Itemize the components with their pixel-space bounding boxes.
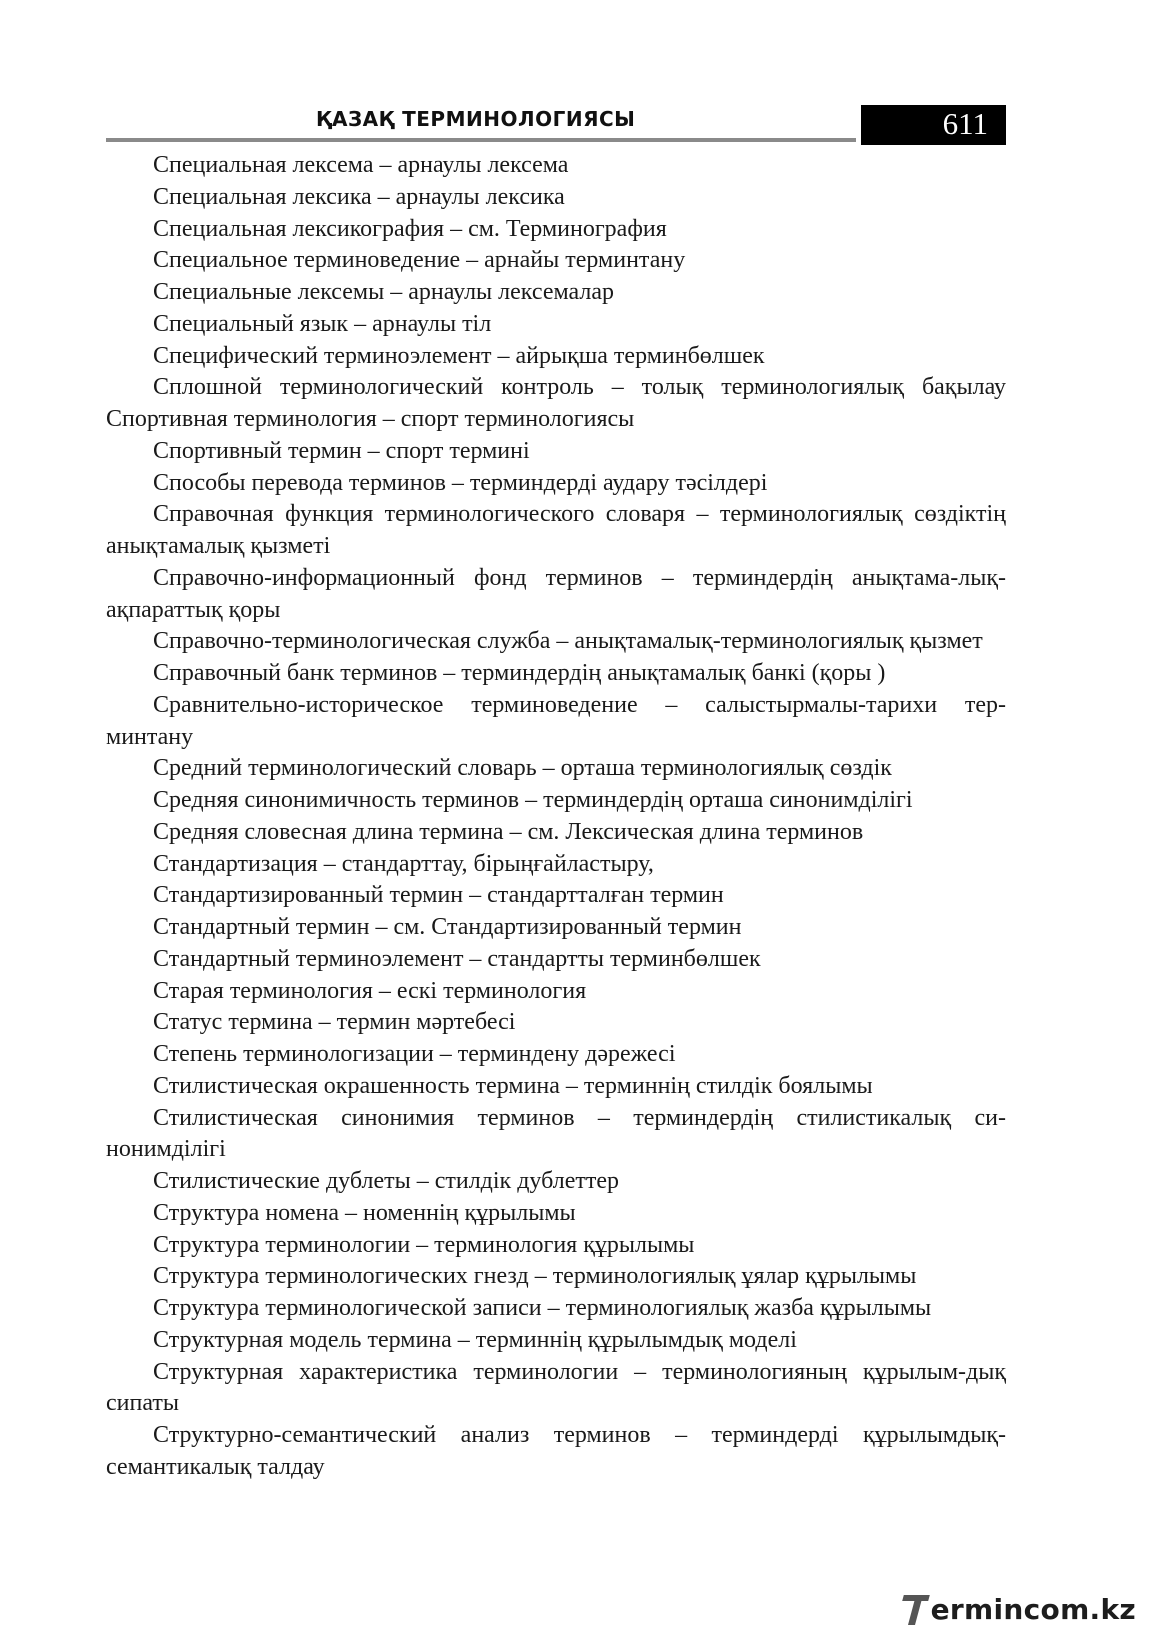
glossary-entry: Специальная лексика – арнаулы лексика [153, 183, 565, 210]
running-title: ҚАЗАҚ ТЕРМИНОЛОГИЯСЫ [316, 107, 636, 131]
glossary-entry: Старая терминология – ескі терминология [153, 977, 587, 1004]
glossary-entry: Специальный язык – арнаулы тіл [153, 310, 492, 337]
glossary-entry: Специальное терминоведение – арнайы терминтану [153, 247, 686, 274]
glossary-entry: Средняя словесная длина термина – см. Лексическая длина терминов [153, 818, 864, 845]
glossary-entries [106, 150, 1006, 1484]
glossary-entry: Справочно-информационный фонд терминов – терминдердің анықтама-лық-ақпараттық қоры [106, 564, 1006, 623]
glossary-entry: Справочно-терминологическая служба – анықтамалық-терминологиялық қызмет [153, 628, 983, 655]
glossary-entry: Спортивный термин – спорт термині [153, 437, 530, 464]
glossary-entry: Структура номена – номеннің құрылымы [153, 1199, 576, 1226]
glossary-entry: Структура терминологии – терминология құрылымы [153, 1231, 695, 1258]
glossary-entry: Степень терминологизации – терминдену дәрежесі [153, 1041, 676, 1067]
glossary-entry: Способы перевода терминов – терминдерді аудару тәсілдері [153, 469, 768, 496]
glossary-entry: Справочная функция терминологического словаря – терминологиялық сөздіктің анықтамалық қызметі [106, 501, 1006, 559]
glossary-entry: Статус термина – термин мәртебесі [153, 1009, 516, 1036]
glossary-entry: Сравнительно-историческое терминоведение – салыстырмалы-тарихи тер-минтану [106, 691, 1006, 750]
glossary-entry: Сплошной терминологический контроль – толық терминологиялық бақылау Спортивная терминология – спорт терминологиясы [106, 374, 1006, 432]
glossary-entry: Специальные лексемы – арнаулы лексемалар [153, 279, 614, 305]
glossary-entry: Специфический терминоэлемент – айрықша терминбөлшек [153, 342, 765, 369]
page-header [106, 105, 1006, 145]
glossary-entry: Структурно-семантический анализ терминов – терминдерді құрылымдық-семантикалық талдау [106, 1422, 1006, 1480]
glossary-entry: Стилистическая окрашенность термина – терминнің стилдік боялымы [153, 1072, 873, 1099]
watermark-text: ermincom.kz [930, 1592, 1136, 1626]
site-watermark[interactable] [903, 1589, 1136, 1629]
glossary-entry: Структура терминологических гнезд – терминологиялық ұялар құрылымы [153, 1263, 917, 1290]
glossary-entry: Структурная характеристика терминологии – терминологияның құрылым-дық сипаты [106, 1358, 1006, 1417]
glossary-entry: Специальная лексикография – см. Терминография [153, 215, 667, 242]
glossary-entry: Структура терминологической записи – терминологиялық жазба құрылымы [153, 1295, 932, 1321]
glossary-entry: Средняя синонимичность терминов – терминдердің орташа синонимділігі [153, 787, 913, 813]
glossary-entry: Структурная модель термина – терминнің құрылымдық моделі [153, 1326, 797, 1353]
glossary-entry: Стандартный термин – см. Стандартизированный термин [153, 914, 742, 940]
page-number-box [861, 105, 1006, 145]
glossary-entry: Справочный банк терминов – терминдердің анықтамалық банкі (қоры ) [153, 660, 886, 686]
glossary-entry: Стилистическая синонимия терминов – терминдердің стилистикалық си-нонимділігі [106, 1104, 1006, 1163]
t-logo-icon [903, 1592, 929, 1626]
glossary-entry: Стандартизация – стандарттау, бірыңғайластыру, [153, 850, 654, 877]
header-rule [106, 138, 856, 142]
glossary-entry: Стандартизированный термин – стандартталған термин [153, 882, 724, 909]
glossary-entry: Средний терминологический словарь – орташа терминологиялық сөздік [153, 755, 892, 782]
page-number: 611 [942, 106, 988, 141]
glossary-entry: Стандартный терминоэлемент – стандартты терминбөлшек [153, 945, 761, 972]
glossary-entry: Стилистические дублеты – стилдік дублеттер [153, 1168, 619, 1194]
glossary-entry: Специальная лексема – арнаулы лексема [153, 152, 569, 178]
